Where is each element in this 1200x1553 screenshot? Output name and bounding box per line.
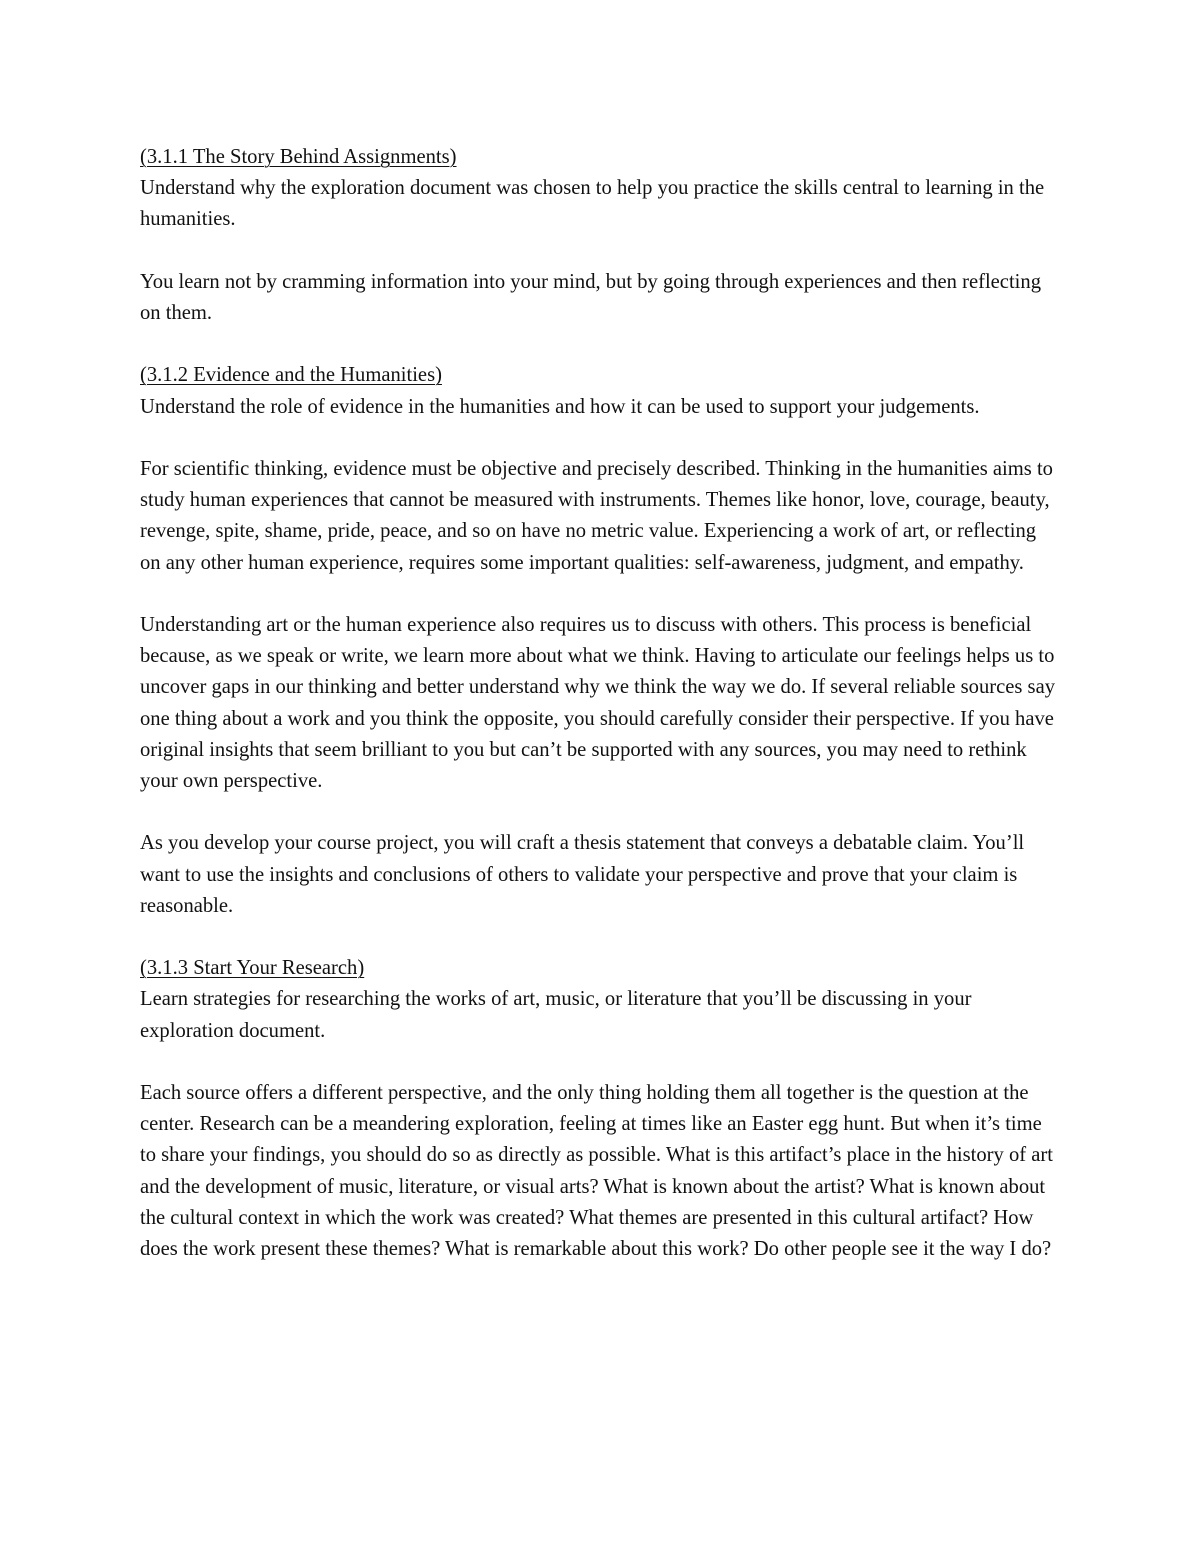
section-summary: Learn strategies for researching the works of art, music, or literature that you’ll be discussing in your exploration document. — [140, 988, 972, 1042]
body-paragraph: As you develop your course project, you will craft a thesis statement that conveys a debatable claim. You’ll want to use the insights and conclusions of others to validate your perspective and prove that your claim is reasonable. — [140, 832, 1025, 917]
document-page — [140, 142, 1060, 1265]
body-paragraph: For scientific thinking, evidence must be objective and precisely described. Thinking in the humanities aims to study human experiences that cannot be measured with instruments. Themes like honor, love, courage, beauty, revenge, spite, shame, pride, peace, and so on have no metric value. Experiencing a work of art, or reflecting on any other human experience, requires some important qualities: self-awareness, judgment, and empathy. — [140, 457, 1053, 574]
section-3-1-1 — [140, 142, 1060, 360]
section-summary: Understand why the exploration document was chosen to help you practice the skills central to learning in the humanities. — [140, 177, 1045, 231]
section-heading: (3.1.3 Start Your Research) — [140, 957, 365, 980]
section-heading: (3.1.1 The Story Behind Assignments) — [140, 146, 457, 168]
section-summary: Understand the role of evidence in the humanities and how it can be used to support your judgements. — [140, 395, 980, 418]
body-paragraph: Understanding art or the human experience also requires us to discuss with others. This process is beneficial because, as we speak or write, we learn more about what we think. Having to articulate our feelings helps us to uncover gaps in our thinking and better understand why we think the way we do. If several reliable sources say one thing about a work and you think the opposite, you should carefully consider their perspective. If you have original insights that seem brilliant to you but can’t be supported with any sources, you may need to rethink your own perspective. — [140, 613, 1056, 792]
section-3-1-3 — [140, 953, 1060, 1265]
section-heading: (3.1.2 Evidence and the Humanities) — [140, 364, 442, 387]
body-paragraph: You learn not by cramming information into your mind, but by going through experiences and then reflecting on them. — [140, 270, 1041, 324]
body-paragraph: Each source offers a different perspective, and the only thing holding them all together is the question at the center. Research can be a meandering exploration, feeling at times like an Easter egg hunt. But when it’s time to share your findings, you should do so as directly as possible. What is this artifact’s place in the history of art and the development of music, literature, or visual arts? What is known about the artist? What is known about the cultural context in which the work was created? What themes are presented in this cultural artifact? How does the work present these themes? What is remarkable about this work? Do other people see it the way I do? — [140, 1081, 1054, 1260]
section-3-1-2 — [140, 360, 1060, 953]
